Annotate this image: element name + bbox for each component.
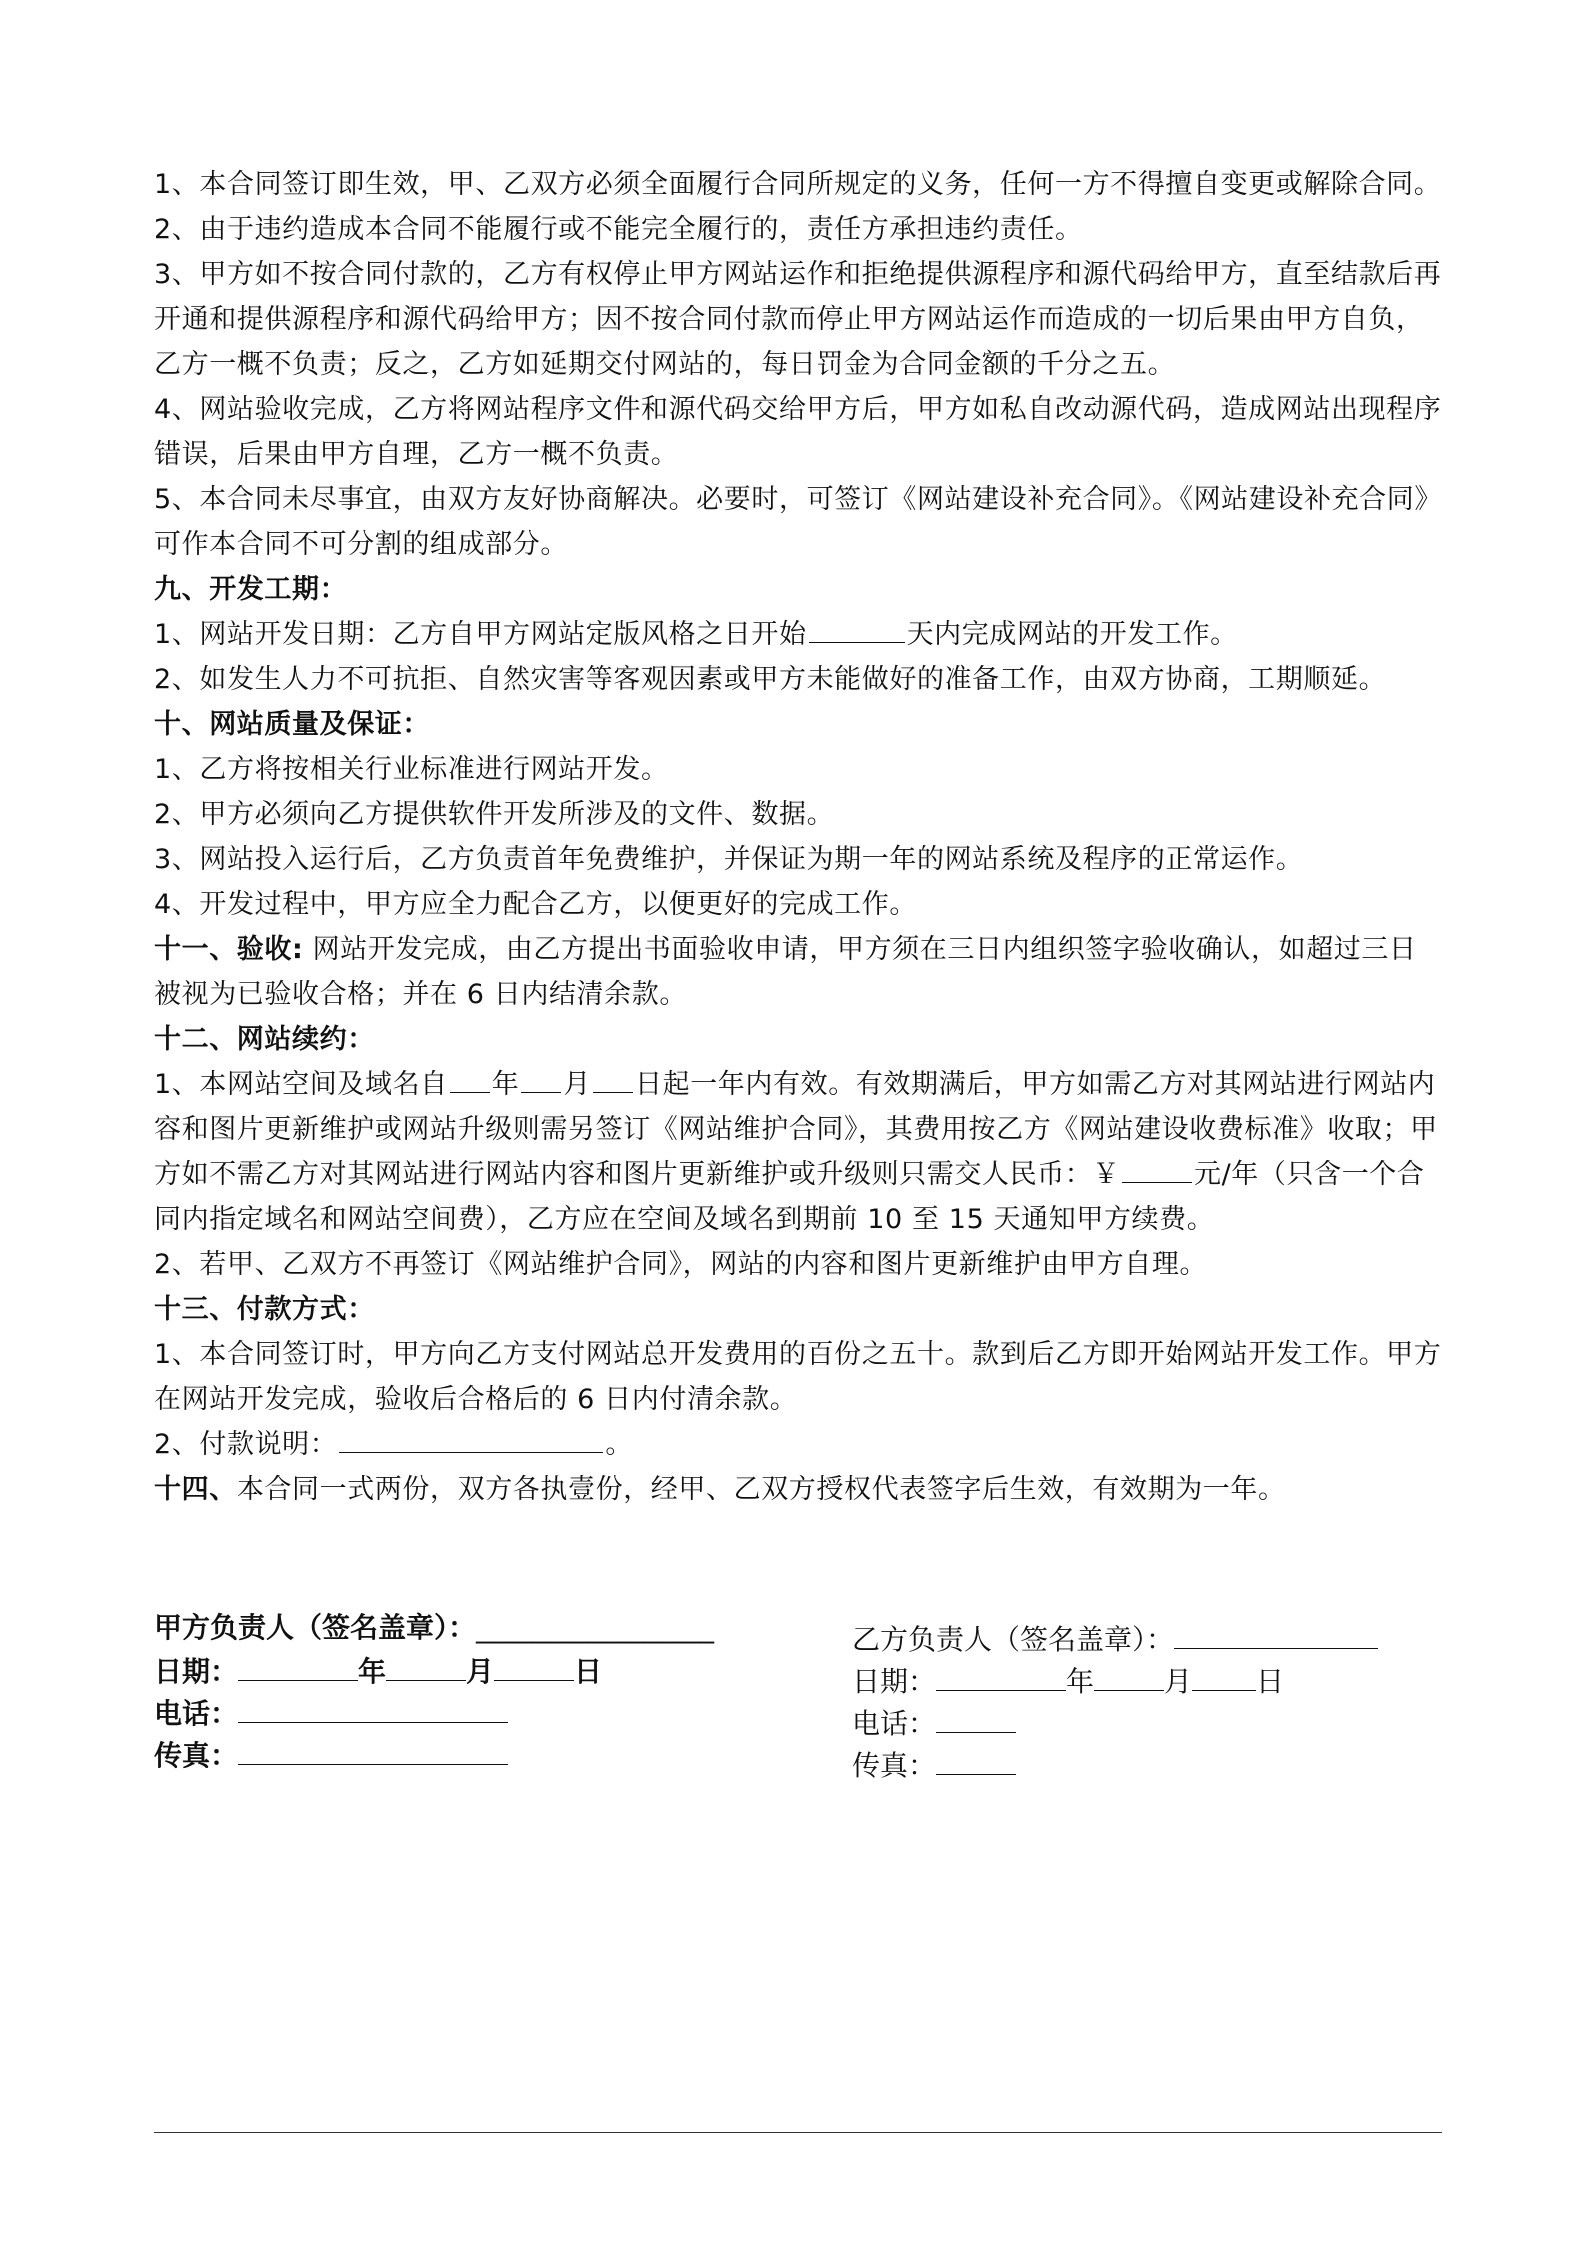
party-b-year-label: 年 [1066, 1665, 1095, 1698]
party-a-day-blank [494, 1650, 574, 1681]
section-9-item-1-text-a: 1、网站开发日期：乙方自甲方网站定版风格之日开始 [154, 619, 807, 650]
clause-5: 5、本合同未尽事宜，由双方友好协商解决。必要时，可签订《网站建设补充合同》。《网站建设补充合同》可作本合同不可分割的组成部分。 [154, 484, 1442, 560]
section-10-item-1: 1、乙方将按相关行业标准进行网站开发。 [154, 754, 669, 785]
party-b-date-row [852, 1660, 1378, 1702]
party-b-month-label: 月 [1164, 1665, 1193, 1698]
section-14 [154, 1467, 1444, 1512]
party-b-day-blank [1192, 1660, 1256, 1691]
party-a-sign-label: 甲方负责人（签名盖章）： [154, 1611, 477, 1644]
party-a-fax-label: 传真： [154, 1739, 239, 1772]
section-12-item-1-text-c: 元/年（只含一个合同内指定域名和网站空间费），乙方应在空间及域名到期前 10 至 15 天通知甲方续费。 [154, 1159, 1425, 1235]
party-a-sign-row [154, 1608, 714, 1650]
section-9-heading: 九、开发工期： [154, 574, 348, 605]
party-b-fax-label: 传真： [852, 1749, 937, 1782]
section-13-heading: 十三、付款方式： [154, 1294, 375, 1325]
section-11-text: 网站开发完成，由乙方提出书面验收申请，甲方须在三日内组织签字验收确认，如超过三日被视为已验收合格；并在 6 日内结清余款。 [154, 934, 1417, 1010]
section-14-text: 本合同一式两份，双方各执壹份，经甲、乙双方授权代表签字后生效，有效期为一年。 [236, 1474, 1286, 1505]
party-b-phone-row [852, 1702, 1378, 1744]
party-a-fax-row [154, 1734, 714, 1776]
day-blank [593, 1062, 633, 1093]
party-a-signature-block [154, 1608, 714, 1776]
payment-note-end: 。 [605, 1429, 633, 1460]
party-b-sign-row [852, 1618, 1378, 1660]
footer-divider [154, 2132, 1442, 2133]
party-a-sign-blank: _________________ [476, 1611, 715, 1644]
party-b-signature-block [852, 1618, 1378, 1786]
payment-note-label: 2、付款说明： [154, 1429, 338, 1460]
section-10-item-2: 2、甲方必须向乙方提供软件开发所涉及的文件、数据。 [154, 799, 835, 830]
section-12-item-1-text-b: 日起一年内有效。有效期满后，甲方如需乙方对其网站进行网站内容和图片更新维护或网站升级则需另签订《网站维护合同》，其费用按乙方《网站建设收费标准》收取；甲方如不需乙方对其网站进行网站内容和图片更新维护或升级则只需交人民币：￥ [154, 1069, 1438, 1190]
section-12-item-1 [154, 1062, 1444, 1242]
clause-2: 2、由于违约造成本合同不能履行或不能完全履行的，责任方承担违约责任。 [154, 214, 1083, 245]
party-a-year-blank [238, 1650, 358, 1681]
payment-note-blank [339, 1422, 603, 1453]
clause-3: 3、甲方如不按合同付款的，乙方有权停止甲方网站运作和拒绝提供源程序和源代码给甲方，直至结款后再开通和提供源程序和源代码给甲方；因不按合同付款而停止甲方网站运作而造成的一切后果由甲方自负，乙方一概不负责；反之，乙方如延期交付网站的，每日罚金为合同金额的千分之五。 [154, 259, 1442, 380]
party-a-year-label: 年 [358, 1655, 387, 1688]
section-11 [154, 927, 1444, 1017]
contract-body [154, 162, 1444, 1512]
party-b-day-label: 日 [1256, 1665, 1285, 1698]
section-9-item-2: 2、如发生人力不可抗拒、自然灾害等客观因素或甲方未能做好的准备工作，由双方协商，工期顺延。 [154, 664, 1387, 695]
month-blank [521, 1062, 561, 1093]
party-b-sign-blank [1174, 1618, 1378, 1649]
section-13-item-2 [154, 1422, 1444, 1467]
party-a-phone-blank [238, 1692, 508, 1723]
party-a-month-label: 月 [466, 1655, 495, 1688]
party-a-phone-label: 电话： [154, 1697, 239, 1730]
clause-1: 1、本合同签订即生效，甲、乙双方必须全面履行合同所规定的义务，任何一方不得擅自变更或解除合同。 [154, 169, 1442, 200]
party-a-phone-row [154, 1692, 714, 1734]
section-10-heading: 十、网站质量及保证： [154, 709, 430, 740]
clause-4: 4、网站验收完成，乙方将网站程序文件和源代码交给甲方后，甲方如私自改动源代码，造成网站出现程序错误，后果由甲方自理，乙方一概不负责。 [154, 394, 1442, 470]
year-label: 年 [491, 1069, 520, 1100]
party-b-month-blank [1094, 1660, 1164, 1691]
party-a-date-row [154, 1650, 714, 1692]
section-10-item-3: 3、网站投入运行后，乙方负责首年免费维护，并保证为期一年的网站系统及程序的正常运作。 [154, 844, 1304, 875]
section-10-item-4: 4、开发过程中，甲方应全力配合乙方，以便更好的完成工作。 [154, 889, 917, 920]
year-blank [450, 1062, 490, 1093]
fee-blank [1122, 1152, 1192, 1183]
party-a-fax-blank [238, 1734, 508, 1765]
section-9-item-1-text-b: 天内完成网站的开发工作。 [906, 619, 1238, 650]
section-9-item-1 [154, 612, 1444, 657]
party-a-day-label: 日 [574, 1655, 603, 1688]
party-b-sign-label: 乙方负责人（签名盖章）： [852, 1623, 1175, 1656]
month-label: 月 [563, 1069, 591, 1100]
section-12-item-2: 2、若甲、乙双方不再签订《网站维护合同》，网站的内容和图片更新维护由甲方自理。 [154, 1249, 1208, 1280]
party-a-date-label: 日期： [154, 1655, 239, 1688]
party-b-phone-blank [936, 1702, 1016, 1733]
party-b-date-label: 日期： [852, 1665, 937, 1698]
party-b-fax-row [852, 1744, 1378, 1786]
section-11-heading: 十一、验收: [154, 934, 304, 965]
section-14-heading: 十四、 [154, 1474, 237, 1505]
party-a-month-blank [386, 1650, 466, 1681]
party-b-fax-blank [936, 1744, 1016, 1775]
party-b-year-blank [936, 1660, 1066, 1691]
party-b-phone-label: 电话： [852, 1707, 937, 1740]
section-13-item-1: 1、本合同签订时，甲方向乙方支付网站总开发费用的百份之五十。款到后乙方即开始网站开发工作。甲方在网站开发完成，验收后合格后的 6 日内付清余款。 [154, 1339, 1442, 1415]
section-12-item-1-text-a: 1、本网站空间及域名自 [154, 1069, 448, 1100]
section-12-heading: 十二、网站续约： [154, 1024, 375, 1055]
days-blank [809, 612, 905, 643]
